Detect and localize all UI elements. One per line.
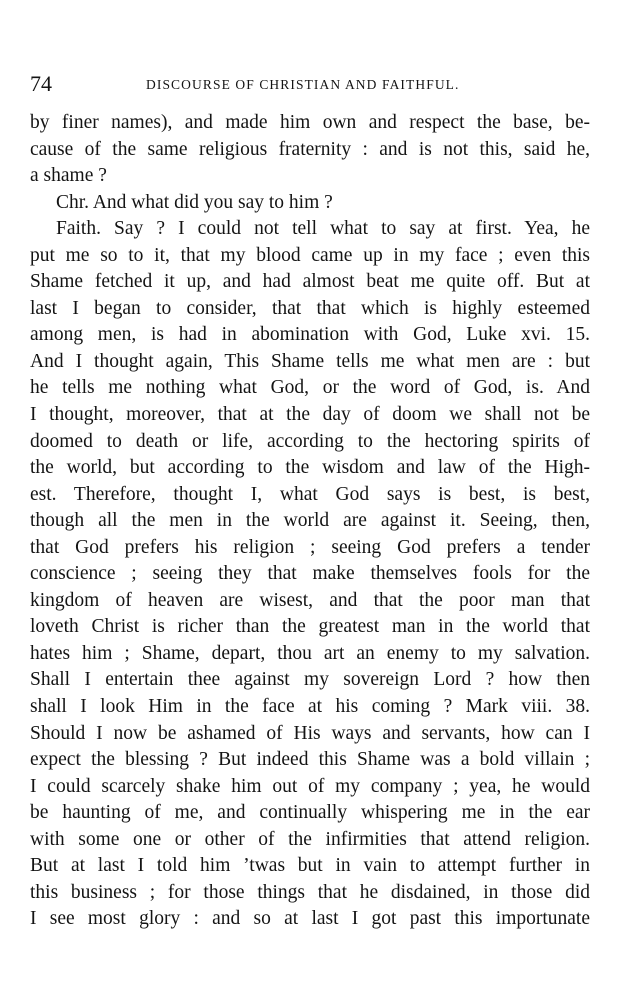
text-line: kingdom of heaven are wisest, and that the poor man that: [30, 589, 590, 611]
page-header: [30, 72, 590, 96]
text-line: I could scarcely shake him out of my company ; yea, he would: [30, 775, 590, 797]
text-line: hates him ; Shame, depart, thou art an enemy to my salvation.: [30, 642, 590, 664]
text-line: loveth Christ is richer than the greatest man in the world that: [30, 616, 590, 638]
text-line: put me so to it, that my blood came up in my face ; even this: [30, 244, 590, 266]
text-line: he tells me nothing what God, or the word of God, is. And: [30, 377, 590, 399]
body-text: [30, 110, 590, 933]
text-line: doomed to death or life, according to the hectoring spirits of: [30, 430, 590, 452]
text-line: I see most glory : and so at last I got past this importunate: [30, 908, 590, 930]
text-line: Shame fetched it up, and had almost beat me quite off. But at: [30, 271, 590, 293]
text-line: this business ; for those things that he disdained, in those did: [30, 881, 590, 903]
text-line: And I thought again, This Shame tells me what men are : but: [30, 350, 590, 372]
text-line: that God prefers his religion ; seeing God prefers a tender: [30, 536, 590, 558]
text-line: last I began to consider, that that which is highly esteemed: [30, 297, 590, 319]
text-line: est. Therefore, thought I, what God says is best, is best,: [30, 483, 590, 505]
text-line: by finer names), and made him own and respect the base, be-: [30, 112, 590, 133]
page-number: 74: [30, 71, 52, 96]
text-line: expect the blessing ? But indeed this Shame was a bold villain ;: [30, 749, 590, 771]
text-line: the world, but according to the wisdom and law of the High-: [30, 457, 590, 479]
text-line: Should I now be ashamed of His ways and servants, how can I: [30, 722, 590, 744]
text-line: conscience ; seeing they that make themselves fools for the: [30, 563, 590, 585]
text-line: with some one or other of the infirmities that attend religion.: [30, 828, 590, 850]
text-line: though all the men in the world are against it. Seeing, then,: [30, 510, 590, 532]
text-line: shall I look Him in the face at his coming ? Mark viii. 38.: [30, 696, 590, 718]
text-line: a shame ?: [30, 165, 107, 187]
running-head: DISCOURSE OF CHRISTIAN AND FAITHFUL.: [146, 77, 460, 92]
text-line: Shall I entertain thee against my sovereign Lord ? how then: [30, 669, 590, 691]
text-line: But at last I told him ’twas but in vain to attempt further in: [30, 855, 590, 877]
text-line: be haunting of me, and continually whispering me in the ear: [30, 802, 590, 824]
text-line: I thought, moreover, that at the day of doom we shall not be: [30, 404, 590, 426]
text-line: among men, is had in abomination with God, Luke xvi. 15.: [30, 324, 590, 346]
text-line: Chr. And what did you say to him ?: [56, 191, 333, 213]
text-line: cause of the same religious fraternity : and is not this, said he,: [30, 138, 590, 160]
text-line: Faith. Say ? I could not tell what to say at first. Yea, he: [56, 218, 590, 240]
